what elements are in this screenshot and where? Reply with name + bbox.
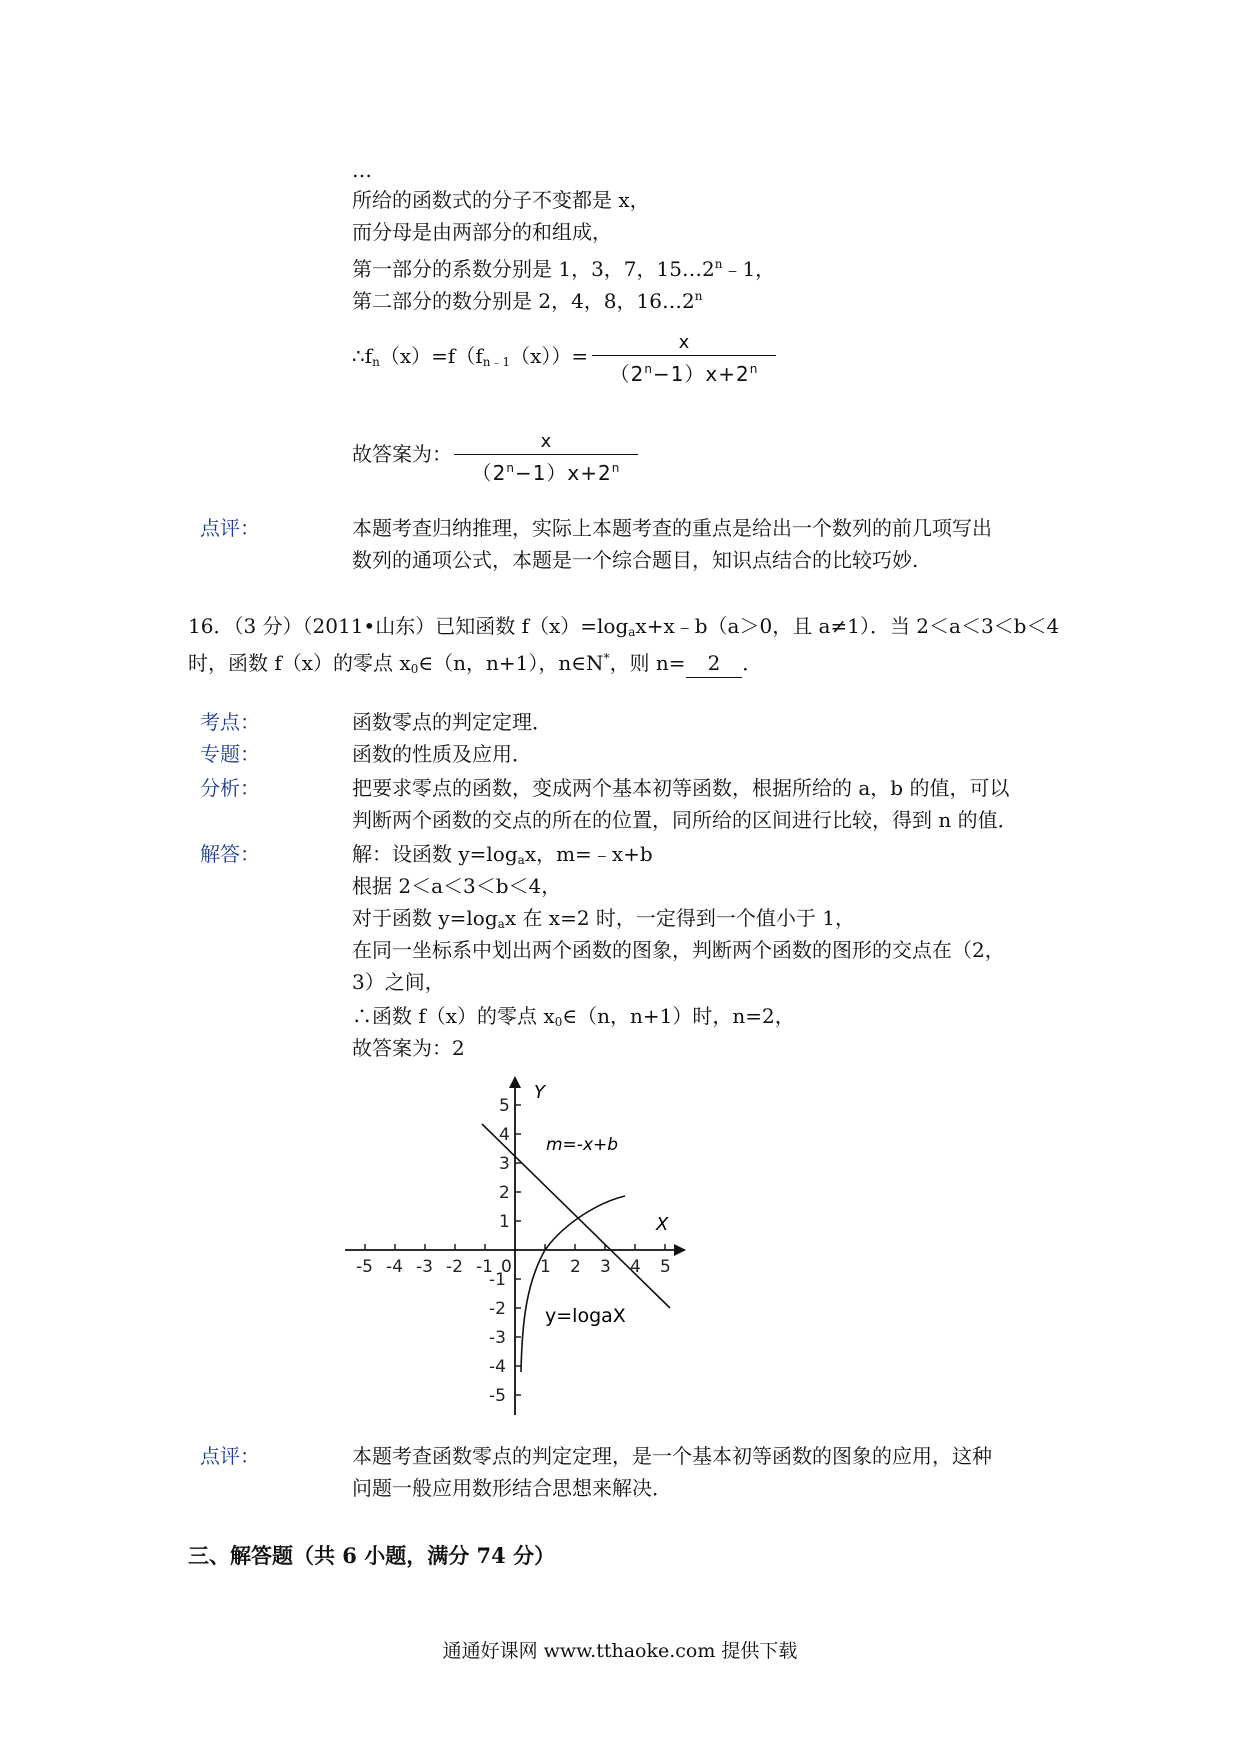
y-tick-label: 5 [499, 1096, 510, 1116]
fenxi-label: 分析： [200, 776, 260, 800]
kaodian-text: 函数零点的判定定理． [352, 710, 552, 734]
y-tick-label: 1 [499, 1212, 510, 1232]
jieda-text: ∴函数 f（x）的零点 $x_0\in(n$，n+1）时，n=2， [352, 1004, 795, 1029]
zhuanti-text: 函数的性质及应用． [352, 742, 532, 766]
x-tick-label: -2 [446, 1257, 463, 1277]
x-tick-label: 0 [501, 1257, 512, 1277]
y-axis-label: Y [534, 1082, 545, 1103]
jieda-text: 根据 2＜a＜3＜b＜4， [352, 874, 562, 898]
log-curve [521, 1196, 625, 1372]
y-tick-label: -4 [489, 1357, 506, 1377]
jieda-label: 解答： [200, 842, 260, 866]
jieda-text: 对于函数 $y=\log_ax$ 在 x=2 时，一定得到一个值小于 1， [352, 906, 856, 931]
x-tick-label: -4 [386, 1257, 403, 1277]
x-tick-label: -5 [356, 1257, 373, 1277]
kaodian-label: 考点： [200, 710, 260, 734]
fraction: x $(2^n-1)x+2^n$ [592, 332, 776, 387]
fenxi-text: 判断两个函数的交点的所在的位置，同所给的区间进行比较，得到 n 的值． [352, 808, 1018, 832]
text-line: 第二部分的数分别是 2，4，8，16…2$^n$ [352, 289, 703, 313]
x-tick-label: -3 [416, 1257, 433, 1277]
y-tick-label: 4 [499, 1125, 510, 1145]
x-tick-label: 4 [630, 1257, 641, 1277]
x-tick-label: 2 [570, 1257, 581, 1277]
dianping-text: 问题一般应用数形结合思想来解决． [352, 1476, 672, 1500]
text-line: 所给的函数式的分子不变都是 x， [352, 188, 650, 212]
dianping-label: 点评： [200, 1444, 260, 1468]
y-tick-labels [489, 1096, 510, 1406]
y-tick-label: -5 [489, 1386, 506, 1406]
jieda-text: 解：设函数 $y=\log_ax$，m=﹣x+b [352, 842, 653, 867]
log-curve-label: y=logaX [545, 1305, 626, 1327]
ellipsis: … [352, 158, 372, 182]
answer-blank: 2 [686, 649, 743, 678]
x-tick-label: -1 [476, 1257, 493, 1277]
formula-fn: $\therefore f_n(x)=f(f_{n﹣1}(x))=$ [352, 344, 589, 369]
x-tick-labels [356, 1257, 671, 1277]
x-tick-label: 5 [660, 1257, 671, 1277]
footer: 通通好课网 www.tthaoke.com 提供下载 [442, 1640, 798, 1662]
zhuanti-label: 专题： [200, 742, 260, 766]
problem-16-line1: 16．（3 分）（2011•山东）已知函数 $f(x)=\log_ax+x﹣b(a>0$，且 a≠1）．当 2＜a＜3＜b＜4 [188, 614, 1060, 639]
text-line: 而分母是由两部分的和组成， [352, 220, 612, 244]
dianping-text: 本题考查函数零点的判定定理，是一个基本初等函数的图象的应用，这种 [352, 1444, 992, 1468]
jieda-text: 3）之间， [352, 970, 445, 994]
y-tick-label: 3 [499, 1154, 510, 1174]
comment-label: 点评： [200, 516, 260, 540]
problem-16-line2: 时，函数 f（x）的零点 $x_0\in(n$，n+1），n∈N*，则 n= 2 ． [188, 651, 763, 676]
jieda-text: 故答案为：2 [352, 1036, 465, 1060]
x-tick-label: 1 [540, 1257, 551, 1277]
x-axis-label: X [656, 1214, 669, 1235]
answer-fraction: x $(2^n-1)x+2^n$ [454, 431, 638, 486]
y-axis-arrow [509, 1076, 521, 1088]
comment-line: 数列的通项公式，本题是一个综合题目，知识点结合的比较巧妙. [352, 548, 919, 572]
line-m-label: m=-x+b [546, 1135, 619, 1155]
section-heading: 三、解答题（共 6 小题，满分 74 分） [188, 1543, 556, 1568]
y-tick-label: 2 [499, 1183, 510, 1203]
fenxi-text: 把要求零点的函数，变成两个基本初等函数，根据所给的 a，b 的值，可以 [352, 776, 1010, 800]
comment-line: 本题考查归纳推理，实际上本题考查的重点是给出一个数列的前几项写出 [352, 516, 992, 540]
x-tick-label: 3 [600, 1257, 611, 1277]
y-tick-label: -1 [489, 1270, 506, 1290]
jieda-text: 在同一坐标系中划出两个函数的图象，判断两个函数的图形的交点在（2， [352, 938, 1005, 962]
y-tick-label: -2 [489, 1299, 506, 1319]
function-graph [340, 1070, 700, 1420]
answer-label: 故答案为： [352, 442, 452, 466]
text-line: 第一部分的系数分别是 1，3，7，15…2$^n$﹣1， [352, 257, 776, 281]
x-axis-arrow [674, 1244, 686, 1256]
y-tick-label: -3 [489, 1328, 506, 1348]
